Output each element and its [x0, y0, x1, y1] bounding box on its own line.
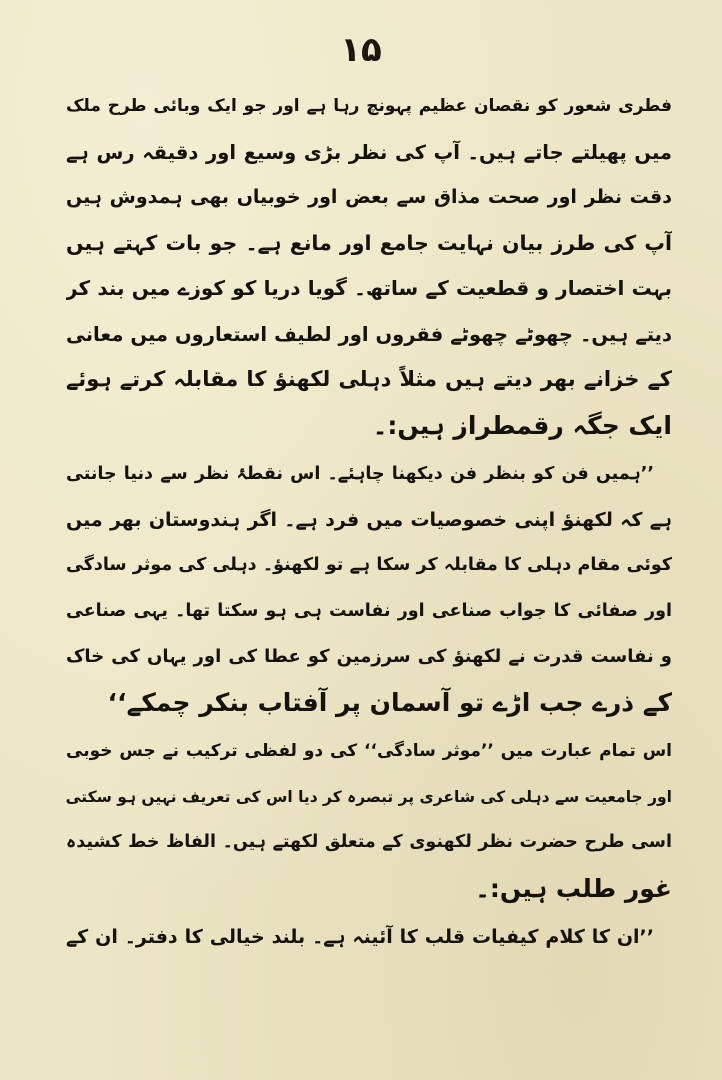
- text-line: ایک جگہ رقمطراز ہیں:۔: [372, 410, 672, 440]
- text-line: فطری شعور کو نقصان عظیم پہونچ رہا ہے اور جو ایک وبائی طرح ملک: [66, 96, 672, 116]
- text-line: دیتے ہیں۔ چھوٹے چھوٹے فقروں اور لطیف استعاروں میں معانی: [66, 322, 672, 346]
- quote-line: کوئی مقام دہلی کا مقابلہ کر سکا ہے تو لکھنؤ۔ دہلی کی موثر سادگی: [66, 555, 672, 575]
- text-line: اس تمام عبارت میں ’’موثر سادگی‘‘ کی دو لفظی ترکیب نے جس خوبی: [66, 741, 672, 761]
- text-line: دقت نظر اور صحت مذاق سے بعض اور خوبیاں بھی ہمدوش ہیں: [66, 186, 672, 208]
- quote-line: و نفاست قدرت نے لکھنؤ کی سرزمین کو عطا کی اور یہاں کی خاک: [66, 646, 672, 667]
- quote-line: اور صفائی کا جواب صناعی اور نفاست ہی ہو سکتا تھا۔ یہی صناعی: [66, 600, 672, 621]
- text-line: اور جامعیت سے دہلی کی شاعری پر تبصرہ کر دیا اس کی تعریف نہیں ہو سکتی: [66, 787, 672, 806]
- body-text: [66, 84, 672, 961]
- quote-line: ہے کہ لکھنؤ اپنی خصوصیات میں فرد ہے۔ اگر ہندوستان بھر میں: [66, 508, 672, 531]
- quote-line: ’’ان کا کلام کیفیات قلب کا آئینہ ہے۔ بلند خیالی کا دفتر۔ ان کے: [66, 926, 654, 948]
- text-line: اسی طرح حضرت نظر لکھنوی کے متعلق لکھتے ہیں۔ الفاظ خط کشیدہ: [66, 832, 672, 852]
- quote-line: کے ذرے جب اڑے تو آسمان پر آفتاب بنکر چمکے‘‘: [107, 687, 672, 717]
- page-number: ۱۵: [340, 30, 382, 70]
- text-line: بہت اختصار و قطعیت کے ساتھ۔ گویا دریا کو کوزے میں بند کر: [66, 276, 672, 300]
- text-line: میں پھیلتے جاتے ہیں۔ آپ کی نظر بڑی وسیع اور دقیقہ رس ہے: [66, 140, 672, 164]
- text-line: کے خزانے بھر دیتے ہیں مثلاً دہلی لکھنؤ کا مقابلہ کرتے ہوئے: [66, 367, 672, 391]
- quote-line: ’’ہمیں فن کو بنظر فن دیکھنا چاہئے۔ اس نقطۂ نظر سے دنیا جانتی: [66, 464, 654, 484]
- text-line: آپ کی طرز بیان نہایت جامع اور مانع ہے۔ جو بات کہتے ہیں: [66, 230, 672, 255]
- text-line: غور طلب ہیں:۔: [475, 873, 672, 903]
